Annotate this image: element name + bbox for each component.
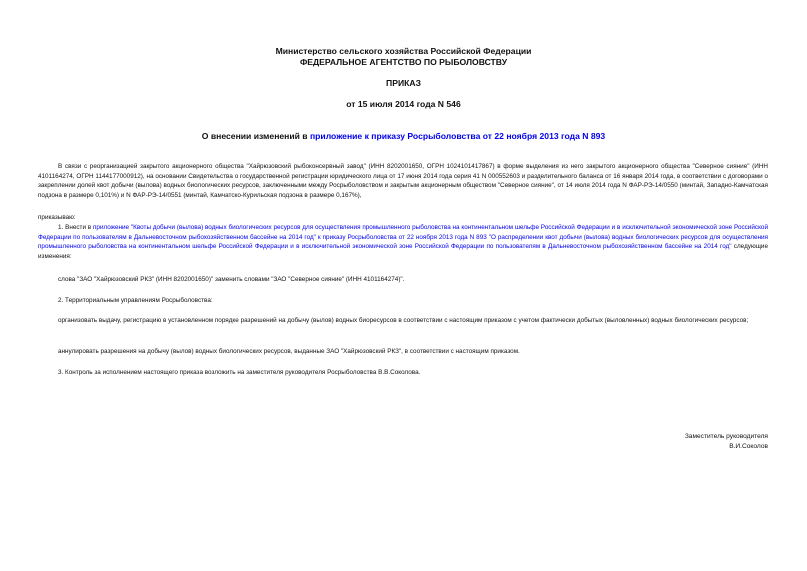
preamble-paragraph: В связи с реорганизацией закрытого акционерного общества "Хайрюзовский рыбоконсервный завод" (ИНН 8202001650, ОГРН 1024101417867) в форме выделения из него закрытого акционерного общества "Северное сияние" (ИНН 4101164274, ОГРН 1144177000912), на основании Свидетельства о государственной регистрации юридического лица от 17 июня 2014 года серия 41 N 000552603 и разделительного баланса от 16 января 2014 года, в соответствии с договорами о закреплении долей квот добычи (вылова) водных биологических ресурсов, заключенными между Росрыболовством и закрытым акционерным обществом "Северное сияние", от 14 июля 2014 года N ФАР-РЭ-14/0550 (минтай, Западно-Камчатская подзона в размере 0,101%) и N ФАР-РЭ-14/0551 (минтай, Камчатско-Курильская подзона в размере 0,167%), [38, 163, 768, 200]
subject-link[interactable]: приложение к приказу Росрыболовства от 22 ноября 2013 года N 893 [309, 131, 606, 141]
item-1-link[interactable]: приложение "Квоты добычи (вылова) водных биологических ресурсов для осуществления промышленного рыболовства на континентальном шельфе Российской Федерации и в исключительной экономической зоне Российской Федерации по пользователям в Дальневосточном рыбохозяйственном бассейне на 2014 год" к приказу Росрыболовства от 22 ноября 2013 года N 893 "О распределении квот добычи (вылова) водных биологических ресурсов для осуществления промышленного рыболовства на континентальном шельфе Российской Федерации и в исключительной экономической зоне Российской Федерации по пользователям в Дальневосточном рыбохозяйственном бассейне на 2014 год" [38, 224, 768, 251]
subject-prefix: О внесении изменений в [201, 131, 310, 141]
item-1-paragraph [38, 223, 768, 262]
item-2-paragraph: 2. Территориальным управлениям Росрыболовства: [58, 297, 213, 304]
signature-position: Заместитель руководителя [684, 433, 768, 440]
ministry-title: Министерство сельского хозяйства Российской Федерации [275, 46, 532, 56]
document-date-number: от 15 июля 2014 года N 546 [346, 99, 461, 109]
document-subject [0, 131, 807, 141]
item-3-paragraph: 3. Контроль за исполнением настоящего приказа возложить на заместителя руководителя Росрыболовства В.В.Соколова. [58, 369, 421, 376]
signature-name: В.И.Соколов [729, 443, 768, 450]
item-2b-paragraph: аннулировать разрешения на добычу (вылов) водных биологических ресурсов, выданные ЗАО "Хайрюзовский РКЗ", в соответствии с настоящим приказом. [58, 348, 520, 355]
item-2a-paragraph: организовать выдачу, регистрацию в установленном порядке разрешений на добычу (вылов) водных биоресурсов в соответствии с настоящим приказом с учетом фактически добытых (выловленных) водных биологических ресурсов; [58, 317, 749, 324]
agency-title: ФЕДЕРАЛЬНОЕ АГЕНТСТВО ПО РЫБОЛОВСТВУ [299, 57, 508, 67]
document-type: ПРИКАЗ [386, 78, 421, 88]
order-word: приказываю: [38, 214, 76, 221]
replace-paragraph: слова "ЗАО "Хайрюзовский РКЗ" (ИНН 8202001650)" заменить словами "ЗАО "Северное сияние" (ИНН 4101164274)". [58, 276, 405, 283]
item-1-prefix: 1. Внести в [58, 224, 93, 231]
item-1-suffix: следующие изменения: [38, 243, 768, 261]
